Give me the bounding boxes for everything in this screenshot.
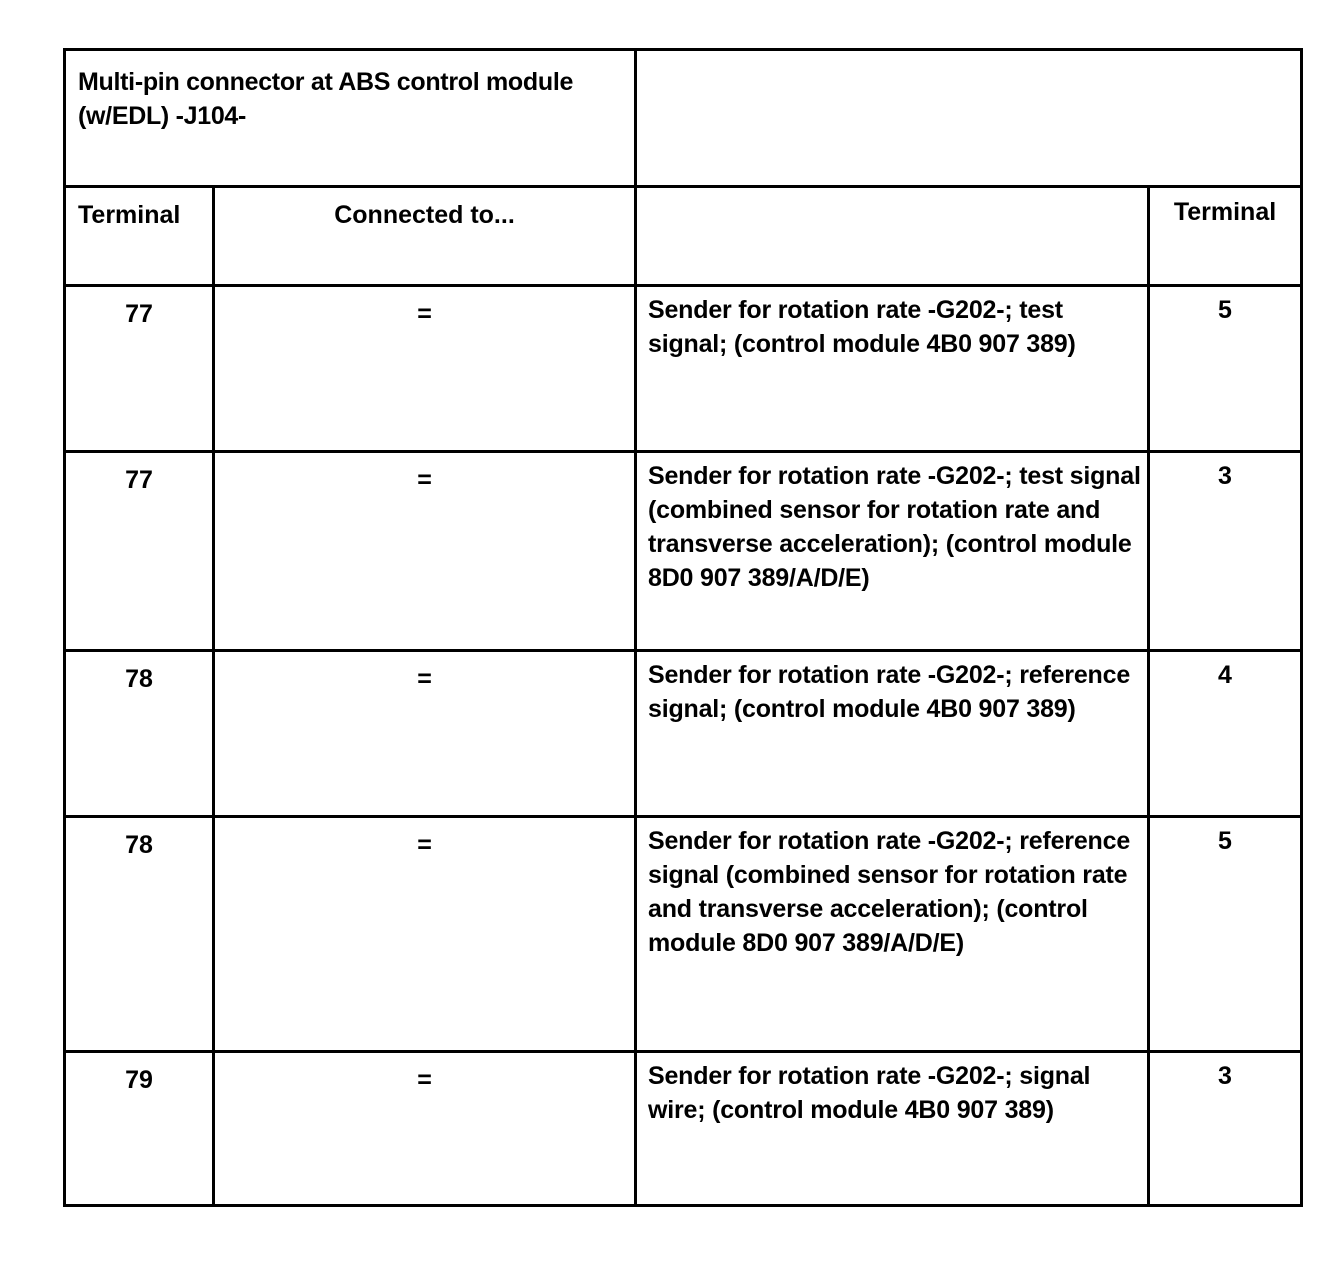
header-connected-to: Connected to... bbox=[214, 187, 636, 286]
component-terminal-cell: 3 bbox=[1149, 452, 1302, 651]
description-cell: Sender for rotation rate -G202-; reference signal; (control module 4B0 907 389) bbox=[636, 651, 1149, 817]
header-terminal-right: Terminal bbox=[1149, 187, 1302, 286]
connection-symbol: = bbox=[214, 651, 636, 817]
connection-symbol: = bbox=[214, 452, 636, 651]
component-terminal-cell: 5 bbox=[1149, 817, 1302, 1052]
header-terminal-left: Terminal bbox=[65, 187, 214, 286]
terminal-cell: 77 bbox=[65, 452, 214, 651]
table-row bbox=[65, 452, 1302, 651]
component-terminal-cell: 3 bbox=[1149, 1052, 1302, 1206]
header-row bbox=[65, 187, 1302, 286]
component-terminal-cell: 4 bbox=[1149, 651, 1302, 817]
connector-table bbox=[63, 48, 1303, 1207]
title-row bbox=[65, 50, 1302, 187]
terminal-cell: 78 bbox=[65, 817, 214, 1052]
table-row bbox=[65, 817, 1302, 1052]
description-cell: Sender for rotation rate -G202-; reference signal (combined sensor for rotation rate and transverse acceleration); (control module 8D0 907 389/A/D/E) bbox=[636, 817, 1149, 1052]
terminal-cell: 77 bbox=[65, 286, 214, 452]
table-row bbox=[65, 651, 1302, 817]
description-cell: Sender for rotation rate -G202-; test signal; (control module 4B0 907 389) bbox=[636, 286, 1149, 452]
component-terminal-cell: 5 bbox=[1149, 286, 1302, 452]
connection-symbol: = bbox=[214, 817, 636, 1052]
header-blank bbox=[636, 187, 1149, 286]
table-row bbox=[65, 1052, 1302, 1206]
terminal-cell: 79 bbox=[65, 1052, 214, 1206]
connection-symbol: = bbox=[214, 1052, 636, 1206]
connection-symbol: = bbox=[214, 286, 636, 452]
description-cell: Sender for rotation rate -G202-; test signal (combined sensor for rotation rate and transverse acceleration); (control module 8D0 907 389/A/D/E) bbox=[636, 452, 1149, 651]
terminal-cell: 78 bbox=[65, 651, 214, 817]
description-cell: Sender for rotation rate -G202-; signal wire; (control module 4B0 907 389) bbox=[636, 1052, 1149, 1206]
table-row bbox=[65, 286, 1302, 452]
table-title: Multi-pin connector at ABS control module (w/EDL) -J104- bbox=[65, 50, 636, 187]
title-blank-cell bbox=[636, 50, 1302, 187]
